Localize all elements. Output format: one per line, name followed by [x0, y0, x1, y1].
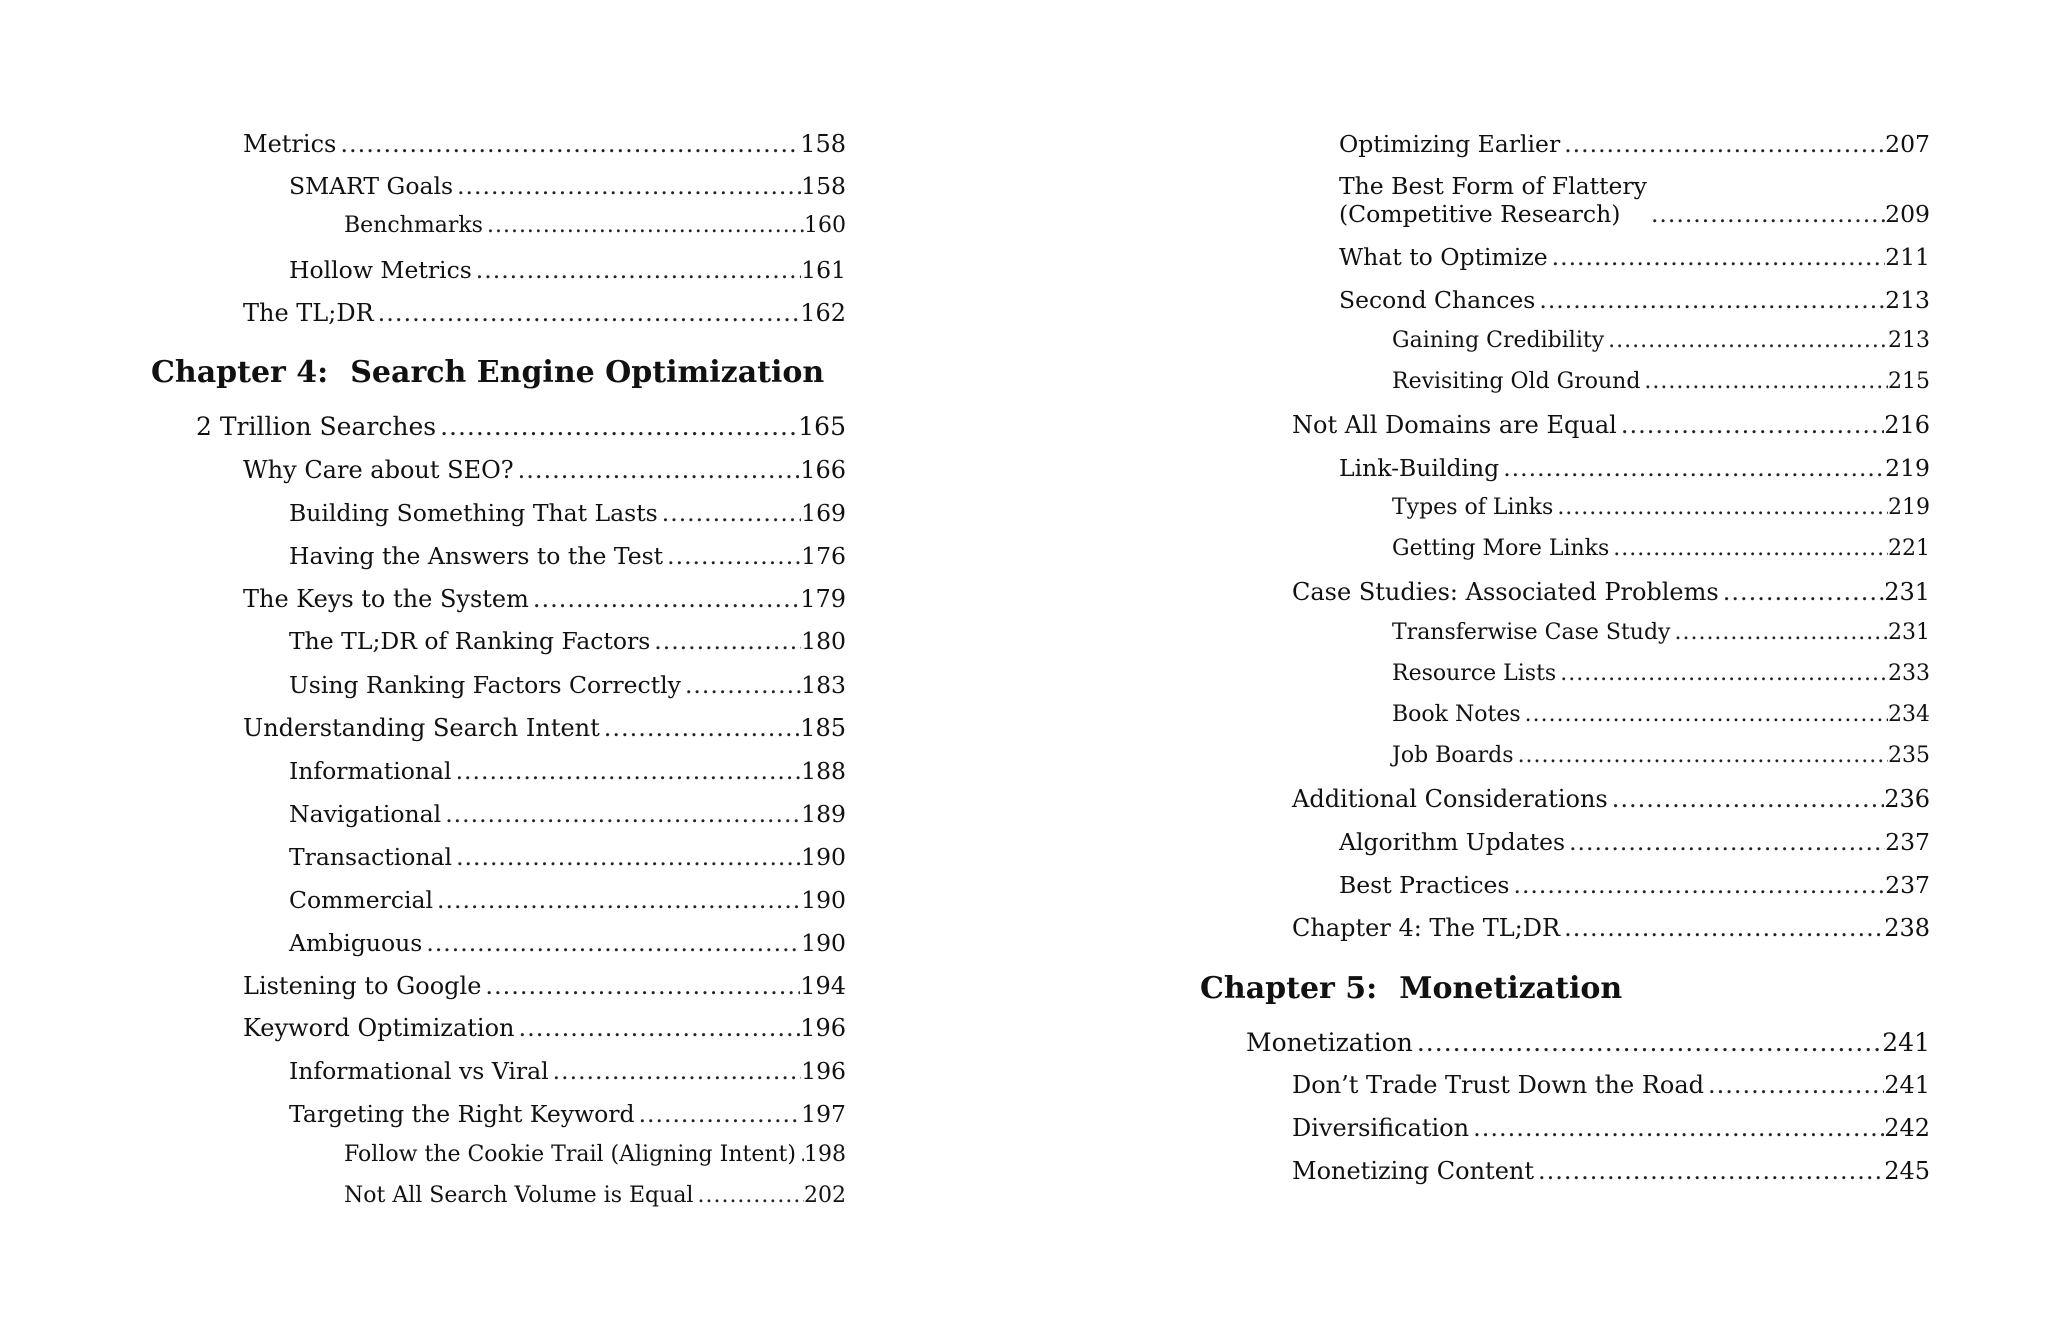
toc-page-number: 215 [1888, 369, 1930, 394]
dot-leader [1539, 286, 1885, 314]
toc-page-number: 213 [1888, 328, 1930, 353]
toc-page-number: 189 [801, 800, 846, 828]
dot-leader [1518, 743, 1888, 768]
toc-page-number: 211 [1885, 243, 1930, 271]
toc-entry-targeting-the-right-keyword [289, 1100, 846, 1128]
toc-entry-metrics [243, 130, 846, 158]
toc-entry-monetizing-content [1292, 1157, 1930, 1185]
dot-leader [654, 627, 801, 655]
dot-leader [1560, 661, 1888, 686]
toc-entry-title: Navigational [289, 800, 442, 828]
toc-entry-algorithm-updates [1339, 828, 1930, 856]
dot-leader [604, 714, 800, 742]
dot-leader [1564, 914, 1884, 942]
toc-page-number: 209 [1885, 200, 1930, 229]
toc-page-number: 196 [801, 1057, 846, 1085]
dot-leader [662, 499, 801, 527]
toc-entry-link-building [1339, 454, 1930, 482]
dot-leader [533, 585, 800, 613]
toc-entry-title: The TL;DR of Ranking Factors [289, 627, 651, 655]
toc-page-number: 161 [801, 256, 846, 284]
toc-entry-title: Listening to Google [243, 972, 482, 1000]
dot-leader [1708, 1071, 1884, 1099]
toc-entry-title: Best Practices [1339, 871, 1510, 899]
dot-leader [1473, 1114, 1884, 1142]
toc-page-number: 185 [800, 714, 846, 742]
toc-page-number: 237 [1885, 828, 1930, 856]
dot-leader [1569, 828, 1885, 856]
toc-entry-informational [289, 757, 846, 785]
toc-entry-listening-to-google [243, 972, 846, 1000]
toc-entry-revisiting-old-ground [1392, 369, 1930, 394]
toc-entry-title: Additional Considerations [1292, 785, 1608, 813]
toc-entry-title: Targeting the Right Keyword [289, 1100, 635, 1128]
chapter-heading [1200, 971, 1622, 1006]
dot-leader [1644, 369, 1888, 394]
toc-page-number: 207 [1885, 130, 1930, 158]
dot-leader [1538, 1157, 1884, 1185]
toc-entry-title: Second Chances [1339, 286, 1536, 314]
toc-entry-follow-the-cookie-trail-aligning-intent [344, 1142, 846, 1167]
toc-entry-transferwise-case-study [1392, 620, 1930, 645]
toc-entry-chapter-4-the-tl-dr [1292, 914, 1930, 942]
toc-page-number: 231 [1888, 620, 1930, 645]
toc-page-number: 158 [801, 172, 846, 200]
toc-page-number: 237 [1885, 871, 1930, 899]
toc-entry-title: Job Boards [1392, 743, 1514, 768]
toc-entry-title: Case Studies: Associated Problems [1292, 578, 1719, 606]
toc-entry-title: Ambiguous [289, 929, 423, 957]
toc-entry-title: The Keys to the System [243, 585, 529, 613]
toc-entry-2-trillion-searches [196, 412, 846, 441]
dot-leader [340, 130, 800, 158]
toc-entry-using-ranking-factors-correctly [289, 671, 846, 699]
dot-leader [1557, 495, 1888, 520]
toc-page-number: 176 [801, 542, 846, 570]
toc-entry-title: Building Something That Lasts [289, 499, 658, 527]
toc-entry-title: Types of Links [1392, 495, 1554, 520]
toc-page-number: 183 [801, 671, 846, 699]
toc-entry-title: Follow the Cookie Trail (Aligning Intent) [344, 1142, 796, 1167]
toc-entry-title: Not All Search Volume is Equal [344, 1183, 694, 1208]
toc-page-number: 194 [800, 972, 846, 1000]
dot-leader [457, 172, 801, 200]
dot-leader [1674, 620, 1888, 645]
dot-leader [1525, 702, 1888, 727]
toc-entry-title: Informational vs Viral [289, 1057, 549, 1085]
toc-entry-not-all-domains-are-equal [1292, 411, 1930, 439]
dot-leader [553, 1057, 801, 1085]
toc-entry-title: Getting More Links [1392, 536, 1610, 561]
toc-entry-title: Optimizing Earlier [1339, 130, 1561, 158]
toc-entry-title: Keyword Optimization [243, 1014, 515, 1042]
dot-leader [1417, 1028, 1882, 1057]
dot-leader [639, 1100, 802, 1128]
chapter-title: Monetization [1399, 971, 1623, 1006]
toc-page-number: 196 [800, 1014, 846, 1042]
toc-page-number: 160 [804, 213, 846, 238]
toc-entry-title: Link-Building [1339, 454, 1500, 482]
dot-leader [1723, 578, 1884, 606]
toc-entry-informational-vs-viral [289, 1057, 846, 1085]
toc-entry-title: The TL;DR [243, 299, 374, 327]
dot-leader [685, 671, 801, 699]
right-page [1030, 0, 2060, 1330]
toc-page-number: 169 [801, 499, 846, 527]
toc-page-number: 235 [1888, 743, 1930, 768]
dot-leader [1613, 536, 1888, 561]
dot-leader [1564, 130, 1885, 158]
toc-entry-monetization [1246, 1028, 1930, 1057]
toc-entry-optimizing-earlier [1339, 130, 1930, 158]
toc-page-number: 165 [798, 412, 846, 441]
toc-entry-hollow-metrics [289, 256, 846, 284]
toc-entry-title: The Best Form of Flattery (Competitive Research) [1339, 172, 1647, 229]
toc-entry-title: Monetization [1246, 1028, 1413, 1057]
toc-page-number: 180 [801, 627, 846, 655]
toc-entry-diversification [1292, 1114, 1930, 1142]
chapter-title: Search Engine Optimization [350, 355, 825, 390]
toc-entry-benchmarks [344, 213, 846, 238]
toc-page-number: 233 [1888, 661, 1930, 686]
toc-page-number: 188 [801, 757, 846, 785]
toc-page-number: 202 [804, 1183, 846, 1208]
dot-leader [456, 843, 801, 871]
toc-page-number: 219 [1888, 495, 1930, 520]
dot-leader [518, 1014, 800, 1042]
dot-leader [1621, 411, 1884, 439]
chapter-number: Chapter 4: [151, 355, 329, 390]
toc-entry-title: Benchmarks [344, 213, 483, 238]
toc-entry-title: Algorithm Updates [1339, 828, 1566, 856]
toc-entry-title: Monetizing Content [1292, 1157, 1534, 1185]
toc-entry-the-best-form-of-flattery-competitive-research [1339, 172, 1930, 228]
dot-leader [1513, 871, 1885, 899]
toc-entry-the-keys-to-the-system [243, 585, 846, 613]
toc-entry-title: What to Optimize [1339, 243, 1548, 271]
dot-leader [1651, 200, 1885, 228]
toc-page-number: 241 [1882, 1028, 1930, 1057]
toc-page-number: 245 [1884, 1157, 1930, 1185]
dot-leader [1612, 785, 1884, 813]
toc-page-number: 234 [1888, 702, 1930, 727]
dot-leader [437, 886, 801, 914]
chapter-heading [151, 355, 824, 390]
toc-entry-not-all-search-volume-is-equal [344, 1183, 846, 1208]
toc-entry-title: Not All Domains are Equal [1292, 411, 1617, 439]
toc-page-number: 190 [801, 843, 846, 871]
toc-entry-title: Transferwise Case Study [1392, 620, 1671, 645]
toc-page-number: 190 [801, 929, 846, 957]
dot-leader [378, 299, 801, 327]
dot-leader [456, 757, 802, 785]
toc-page-number: 190 [801, 886, 846, 914]
toc-entry-title: Commercial [289, 886, 434, 914]
toc-page-number: 158 [800, 130, 846, 158]
toc-entry-title: Hollow Metrics [289, 256, 472, 284]
toc-entry-the-tl-dr-of-ranking-factors [289, 627, 846, 655]
toc-entry-title: Transactional [289, 843, 453, 871]
toc-page-number: 179 [800, 585, 846, 613]
dot-leader [667, 542, 801, 570]
toc-entry-transactional [289, 843, 846, 871]
toc-entry-smart-goals [289, 172, 846, 200]
dot-leader [1552, 243, 1886, 271]
toc-entry-resource-lists [1392, 661, 1930, 686]
toc-entry-title: 2 Trillion Searches [196, 412, 437, 441]
toc-entry-don-t-trade-trust-down-the-road [1292, 1071, 1930, 1099]
toc-page-number: 166 [800, 456, 846, 484]
dot-leader [440, 412, 798, 441]
dot-leader [426, 929, 801, 957]
toc-entry-title: Having the Answers to the Test [289, 542, 664, 570]
dot-leader [485, 972, 800, 1000]
toc-entry-gaining-credibility [1392, 328, 1930, 353]
toc-entry-building-something-that-lasts [289, 499, 846, 527]
toc-entry-title: Revisiting Old Ground [1392, 369, 1641, 394]
chapter-number: Chapter 5: [1200, 971, 1378, 1006]
toc-entry-job-boards [1392, 743, 1930, 768]
dot-leader [697, 1183, 804, 1208]
toc-entry-why-care-about-seo [243, 456, 846, 484]
toc-entry-navigational [289, 800, 846, 828]
toc-entry-understanding-search-intent [243, 714, 846, 742]
toc-entry-title: Book Notes [1392, 702, 1521, 727]
toc-entry-types-of-links [1392, 495, 1930, 520]
toc-entry-keyword-optimization [243, 1014, 846, 1042]
toc-page-number: 216 [1884, 411, 1930, 439]
toc-page-number: 198 [804, 1142, 846, 1167]
toc-entry-title: Gaining Credibility [1392, 328, 1605, 353]
toc-page-number: 197 [801, 1100, 846, 1128]
dot-leader [1503, 454, 1885, 482]
toc-entry-title: Understanding Search Intent [243, 714, 600, 742]
toc-entry-title: Metrics [243, 130, 337, 158]
toc-entry-best-practices [1339, 871, 1930, 899]
toc-page-number: 231 [1884, 578, 1930, 606]
toc-entry-additional-considerations [1292, 785, 1930, 813]
toc-entry-book-notes [1392, 702, 1930, 727]
toc-entry-title: Diversification [1292, 1114, 1470, 1142]
toc-page-number: 242 [1884, 1114, 1930, 1142]
toc-entry-title: Why Care about SEO? [243, 456, 514, 484]
dot-leader [445, 800, 801, 828]
dot-leader [487, 213, 804, 238]
toc-entry-what-to-optimize [1339, 243, 1930, 271]
toc-page-number: 219 [1885, 454, 1930, 482]
toc-entry-commercial [289, 886, 846, 914]
toc-entry-getting-more-links [1392, 536, 1930, 561]
toc-entry-title: Resource Lists [1392, 661, 1557, 686]
toc-page-number: 213 [1885, 286, 1930, 314]
toc-entry-second-chances [1339, 286, 1930, 314]
toc-entry-title: Chapter 4: The TL;DR [1292, 914, 1561, 942]
toc-entry-case-studies-associated-problems [1292, 578, 1930, 606]
toc-page-number: 238 [1884, 914, 1930, 942]
toc-entry-having-the-answers-to-the-test [289, 542, 846, 570]
toc-entry-ambiguous [289, 929, 846, 957]
toc-entry-the-tl-dr [243, 299, 846, 327]
toc-entry-title: Don’t Trade Trust Down the Road [1292, 1071, 1705, 1099]
dot-leader [518, 456, 801, 484]
toc-entry-title: Using Ranking Factors Correctly [289, 671, 681, 699]
toc-entry-title: Informational [289, 757, 452, 785]
toc-entry-title: SMART Goals [289, 172, 454, 200]
toc-page-number: 162 [800, 299, 846, 327]
dot-leader [476, 256, 801, 284]
toc-page-number: 236 [1884, 785, 1930, 813]
toc-page-number: 221 [1888, 536, 1930, 561]
dot-leader [1608, 328, 1888, 353]
toc-page-number: 241 [1884, 1071, 1930, 1099]
